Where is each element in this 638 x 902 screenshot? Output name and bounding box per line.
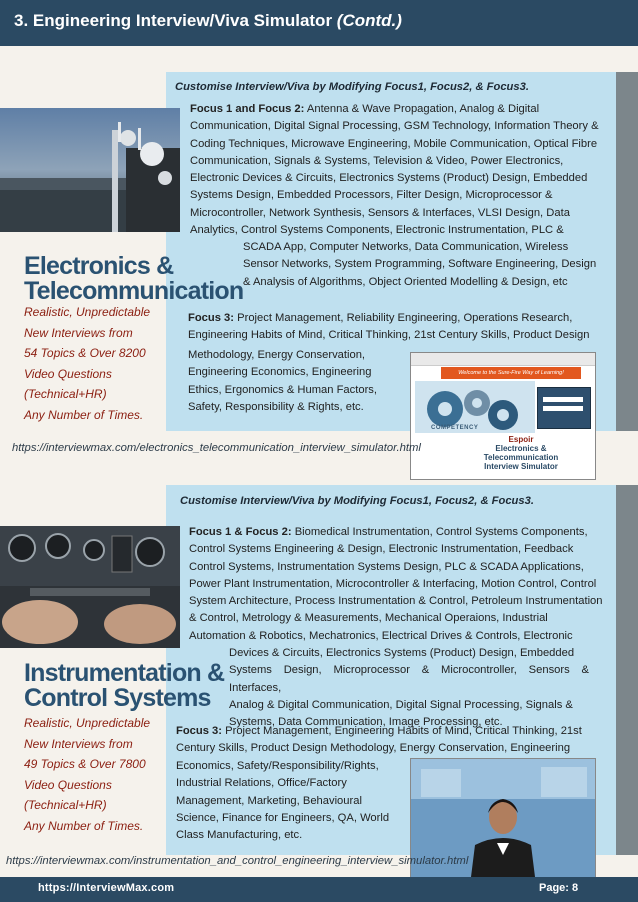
product-title: Espoir Electronics & Telecommunication Interview Simulator (483, 435, 559, 471)
section2-focus12-cont: Devices & Circuits, Electronics Systems (Product) Design, Embedded Systems Design, Microprocessor & Microcontroller, Sensors & Interfaces, Analog & Digital Communication, Digital Signal Processing, Signals & Systems, Data Communication, Image Processing, etc. (229, 647, 589, 729)
page-number: Page: 8 (539, 882, 579, 894)
section1-focus12-cont: SCADA App, Computer Networks, Data Communication, Wireless Sensor Networks, System Programming, Software Engineering, Design & Analysis of Algorithms, Object Oriented Modelling & Design, etc (243, 241, 597, 288)
login-box-field1 (543, 397, 583, 402)
simulator-screenshot (410, 352, 596, 480)
section1-focus3: Focus 3: Project Management, Reliability Engineering, Operations Research, Engineering Habits of Mind, Critical Thinking, 21st Century Skills, Product Design (188, 312, 590, 342)
section1-customise-heading: Customise Interview/Viva by Modifying Focus1, Focus2, & Focus3. (175, 81, 529, 93)
page-title: 3. Engineering Interview/Viva Simulator (Contd.) (14, 11, 402, 30)
section2-customise-heading: Customise Interview/Viva by Modifying Focus1, Focus2, & Focus3. (180, 495, 534, 507)
control-panel-photo (0, 526, 180, 648)
section2-features: Realistic, Unpredictable New Interviews from 49 Topics & Over 7800 Video Questions (Technical+HR) Any Number of Times. (24, 716, 151, 833)
section1-focus3-cont: Methodology, Energy Conservation, Engineering Economics, Engineering Ethics, Ergonomics & Human Factors, Safety, Responsibility & Rights, etc. (188, 349, 378, 413)
competency-label: COMPETENCY (431, 425, 479, 431)
section1-focus12: Focus 1 and Focus 2: Antenna & Wave Propagation, Analog & Digital Communication, Digital Signal Processing, GSM Technology, Information Theory & Coding Techniques, Microwave Engineering, Mobile Communication, Optical Fibre Communication, Signals & Systems, Television & Video, Power Electronics, Electronic Devices & Circuits, Electronics Systems (Product) Design, Embedded Systems Design, Embedded Processors, Filter Design, Microprocessor & Microcontroller, Network Synthesis, Sensors & Interfaces, VLSI Design, Data Analytics, Control Systems Components, Electronic Instrumentation, PLC & (190, 103, 599, 237)
section2-url[interactable]: https://interviewmax.com/instrumentation_and_control_engineering_interview_simulator.html (6, 855, 469, 867)
section1-title: Electronics & Telecommunication (24, 252, 244, 305)
section1-features: Realistic, Unpredictable New Interviews from 54 Topics & Over 8200 Video Questions (Technical+HR) Any Number of Times. (24, 305, 151, 422)
page-header (0, 0, 638, 46)
footer-url[interactable]: https://InterviewMax.com (38, 882, 175, 894)
login-box-field2 (543, 406, 583, 411)
section1-url[interactable]: https://interviewmax.com/electronics_telecommunication_interview_simulator.html (12, 442, 421, 454)
section2-focus12: Focus 1 & Focus 2: Biomedical Instrumentation, Control Systems Components, Control Systems Engineering & Design, Electronic Instrumentation, Feedback Control Systems, Instrumentation Systems Design, PLC & SCADA Applications, Power Plant Instrumentation, Microcontroller & Interfacing, Motion Control, Control System Architecture, Process Instrumentation & Control, Petroleum Instrumentation & Control, Metrology & Measurements, Mechanical Operaions, Industrial Automation & Robotics, Mechatronics, Electrical Drives & Controls, Electronic (189, 526, 603, 642)
section2-focus3: Focus 3: Project Management, Engineering Habits of Mind, Critical Thinking, 21st Century Skills, Product Design Methodology, Energy Conservation, Engineering (176, 725, 582, 755)
section1-stripe (616, 72, 638, 431)
page-footer (0, 877, 638, 902)
section2-stripe (616, 485, 638, 855)
welcome-banner: Welcome to the Sure-Fire Way of Learning! (441, 367, 581, 379)
section2-title: Instrumentation & Control Systems (24, 659, 225, 712)
section2-focus3-cont: Economics, Safety/Responsibility/Rights, Industrial Relations, Office/Factory Management, Marketing, Behavioural Science, Finance for Engineers, QA, World Class Manufacturing, etc. (176, 760, 390, 842)
antenna-tower-photo (0, 108, 180, 232)
